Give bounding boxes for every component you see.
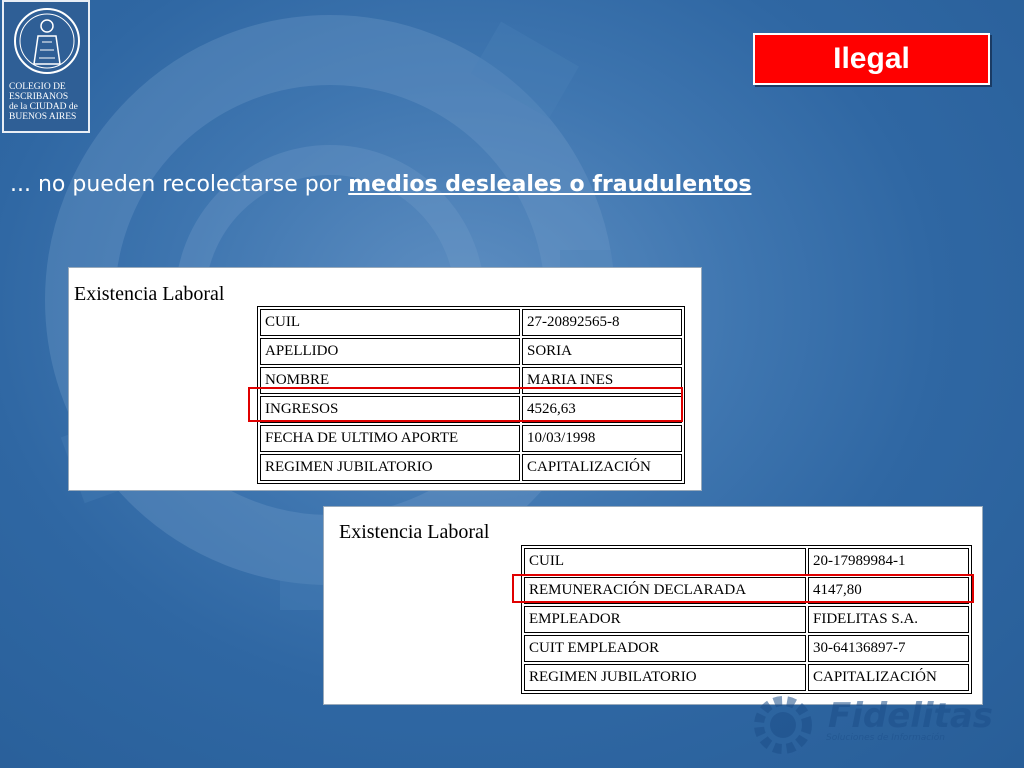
fidelitas-tagline: Soluciones de Información: [826, 733, 945, 743]
highlight-ingresos-row: [248, 387, 683, 422]
row-value: 4526,63: [522, 396, 682, 423]
row-label: REGIMEN JUBILATORIO: [260, 454, 520, 481]
row-label: FECHA DE ULTIMO APORTE: [260, 425, 520, 452]
row-value: 10/03/1998: [522, 425, 682, 452]
table-row: [524, 548, 969, 575]
subtitle-emphasis: medios desleales o fraudulentos: [348, 172, 752, 197]
table-row: [260, 425, 682, 452]
row-label: CUIT EMPLEADOR: [524, 635, 806, 662]
row-value: 4147,80: [808, 577, 969, 604]
table-row: [524, 635, 969, 662]
logo-line-1: COLEGIO DE: [9, 82, 66, 92]
row-value: CAPITALIZACIÓN: [808, 664, 969, 691]
row-label: CUIL: [524, 548, 806, 575]
row-value: MARIA INES: [522, 367, 682, 394]
row-value: 30-64136897-7: [808, 635, 969, 662]
row-label: REMUNERACIÓN DECLARADA: [524, 577, 806, 604]
table-row: [524, 606, 969, 633]
row-label: NOMBRE: [260, 367, 520, 394]
existencia-laboral-card-2: [323, 506, 983, 705]
table-row: [524, 664, 969, 691]
logo-line-2: ESCRIBANOS: [9, 92, 69, 102]
card-1-title: Existencia Laboral: [74, 283, 225, 305]
existencia-laboral-card-1: [68, 267, 702, 491]
row-value: 27-20892565-8: [522, 309, 682, 336]
colegio-escribanos-logo: [2, 0, 90, 133]
logo-line-4: BUENOS AIRES: [9, 112, 77, 122]
card-2-table: [521, 545, 972, 694]
table-row: [260, 309, 682, 336]
saint-emblem-icon: [12, 6, 82, 76]
row-label: APELLIDO: [260, 338, 520, 365]
fidelitas-brand: Fidelitas: [828, 696, 994, 736]
row-label: INGRESOS: [260, 396, 520, 423]
logo-line-3: de la CIUDAD de: [9, 102, 78, 112]
ilegal-badge: Ilegal: [753, 33, 990, 85]
card-2-title: Existencia Laboral: [339, 521, 490, 543]
row-label: CUIL: [260, 309, 520, 336]
row-label: REGIMEN JUBILATORIO: [524, 664, 806, 691]
row-value: FIDELITAS S.A.: [808, 606, 969, 633]
row-value: SORIA: [522, 338, 682, 365]
table-row: [260, 338, 682, 365]
subtitle-prefix: ... no pueden recolectarse por: [10, 172, 349, 197]
fidelitas-gear-icon: [748, 690, 818, 760]
row-label: EMPLEADOR: [524, 606, 806, 633]
table-row: [260, 454, 682, 481]
row-value: 20-17989984-1: [808, 548, 969, 575]
highlight-remuneracion-row: [512, 574, 974, 603]
slide-subtitle: [10, 172, 752, 197]
fidelitas-watermark: [748, 690, 1008, 760]
row-value: CAPITALIZACIÓN: [522, 454, 682, 481]
